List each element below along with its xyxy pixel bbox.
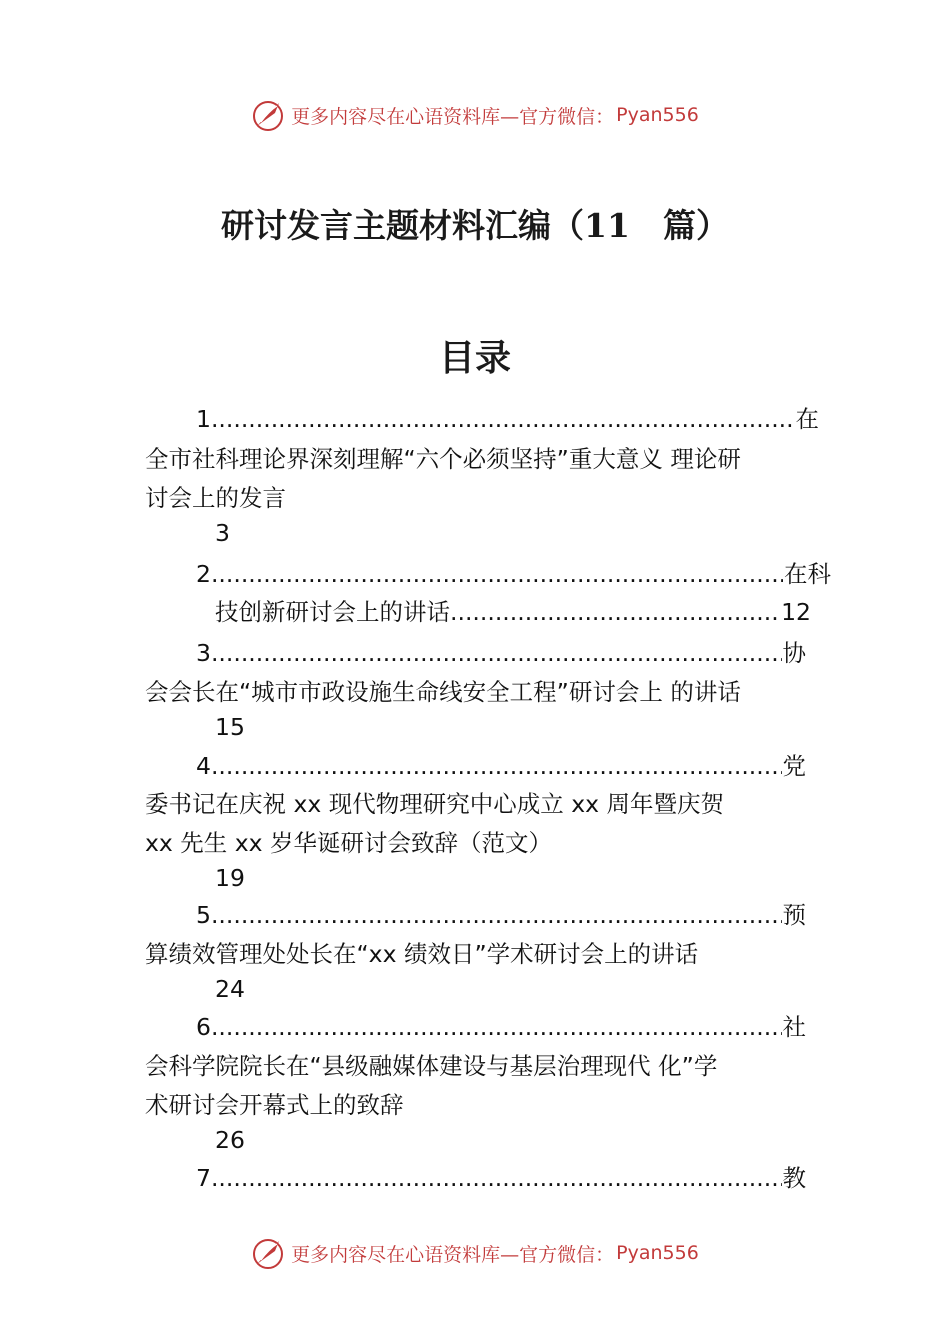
toc-entry-lead-text: 党 [782,752,806,780]
quill-logo-icon [251,1236,285,1270]
toc-entry-text[interactable]: 算绩效管理处处长在“xx 绩效日”学术研讨会上的讲话 [145,940,699,968]
leader-dots [211,1010,782,1044]
leader-dots [211,557,783,591]
toc-entry-2-line[interactable] [215,595,811,629]
toc-entry-5-leader[interactable] [196,898,806,932]
toc-entry-text[interactable]: 会会长在“城市市政设施生命线安全工程”研讨会上 的讲话 [145,678,741,706]
toc-entry-number: 4 [196,752,211,780]
toc-entry-number: 2 [196,560,211,588]
toc-entry-lead-text: 在 [795,405,819,433]
toc-entry-page: 12 [781,598,811,626]
toc-entry-text[interactable]: 术研讨会开幕式上的致辞 [145,1091,404,1119]
toc-entry-lead-text: 教 [782,1164,806,1192]
toc-entry-page: 24 [215,975,245,1003]
toc-entry-number: 5 [196,901,211,929]
toc-entry-3-leader[interactable] [196,636,806,670]
toc-entry-6-leader[interactable] [196,1010,806,1044]
leader-dots [211,402,795,436]
toc-entry-2-leader[interactable] [196,557,831,591]
toc-entry-text[interactable]: 委书记在庆祝 xx 现代物理研究中心成立 xx 周年暨庆贺 [145,790,725,818]
toc-entry-lead-text: 协 [782,639,806,667]
leader-dots [211,636,782,670]
toc-entry-text[interactable]: xx 先生 xx 岁华诞研讨会致辞（范文） [145,829,553,857]
toc-heading: 目录 [438,337,511,379]
toc-entry-number: 7 [196,1164,211,1192]
watermark-text: 更多内容尽在心语资料库—官方微信： [291,1243,615,1266]
toc-entry-page: 15 [215,713,245,741]
toc-entry-7-leader[interactable] [196,1161,806,1195]
header-watermark [0,95,950,135]
footer-watermark [0,1233,950,1273]
toc-entry-text: 技创新研讨会上的讲话 [215,598,450,626]
toc-entry-lead-text: 社 [782,1013,806,1041]
leader-dots [211,1161,782,1195]
toc-entry-lead-text: 预 [782,901,806,929]
toc-entry-lead-text: 在科 [784,560,831,588]
document-title: 研讨发言主题材料汇编（11 篇） [221,206,729,245]
quill-logo-icon [251,98,285,132]
toc-entry-page: 19 [215,864,245,892]
wechat-id: Pyan556 [616,104,699,126]
watermark-text: 更多内容尽在心语资料库—官方微信： [291,105,615,128]
toc-entry-text[interactable]: 讨会上的发言 [145,484,286,512]
leader-dots [211,898,782,932]
toc-entry-4-leader[interactable] [196,749,806,783]
leader-dots [450,595,780,629]
toc-entry-page: 3 [215,519,230,547]
wechat-id: Pyan556 [616,1242,699,1264]
toc-entry-number: 3 [196,639,211,667]
toc-entry-page: 26 [215,1126,245,1154]
toc-entry-1-leader[interactable] [196,402,819,436]
toc-entry-text[interactable]: 会科学院院长在“县级融媒体建设与基层治理现代 化”学 [145,1052,718,1080]
toc-entry-number: 1 [196,405,211,433]
leader-dots [211,749,782,783]
toc-entry-number: 6 [196,1013,211,1041]
toc-entry-text[interactable]: 全市社科理论界深刻理解“六个必须坚持”重大意义 理论研 [145,445,741,473]
